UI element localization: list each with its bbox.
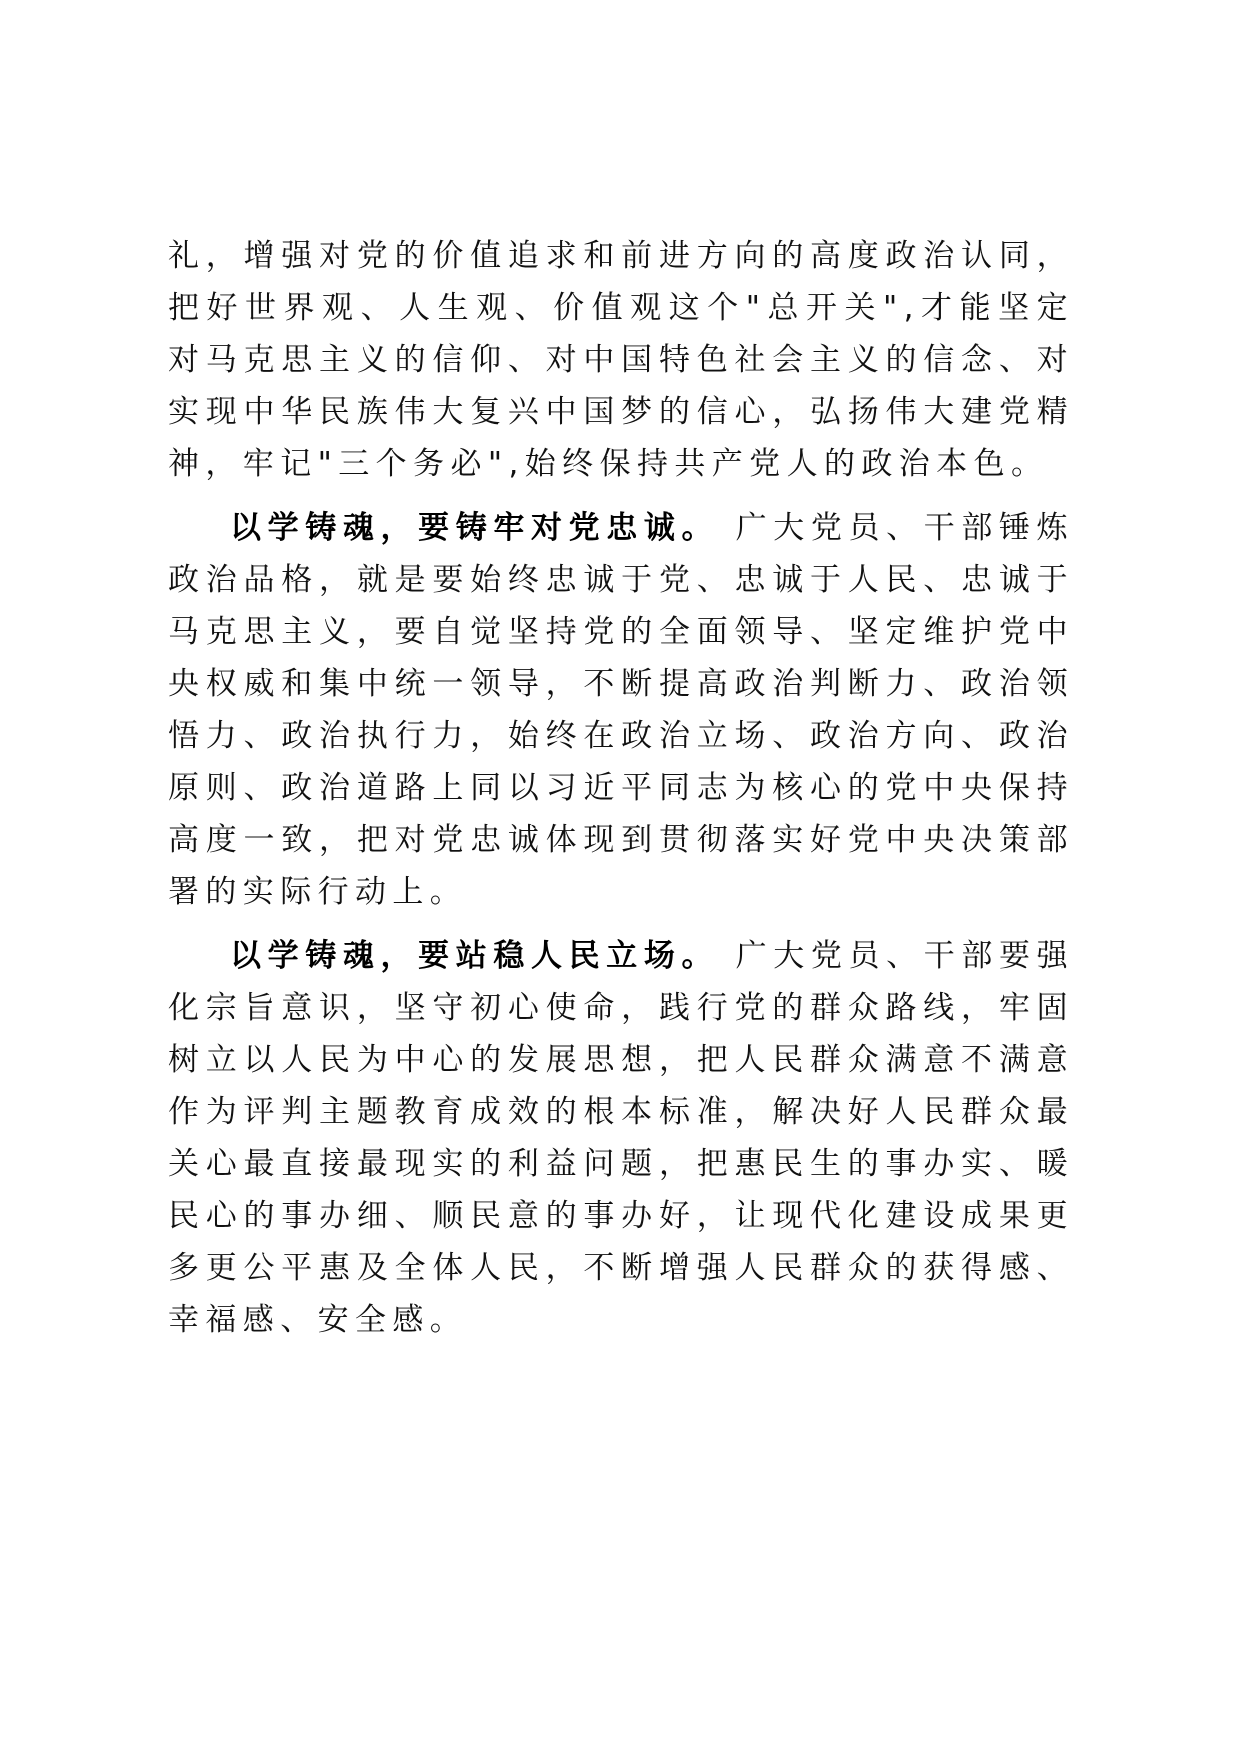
document-body xyxy=(168,230,1074,1358)
paragraph-heading: 以学铸魂，要铸牢对党忠诚。 xyxy=(230,510,720,546)
paragraph-loyalty xyxy=(168,502,1074,918)
paragraph-text: 礼，增强对党的价值追求和前进方向的高度政治认同，把好世界观、人生观、价值观这个"总开关",才能坚定对马克思主义的信仰、对中国特色社会主义的信念、对实现中华民族伟大复兴中国梦的信心，弘扬伟大建党精神，牢记"三个务必",始终保持共产党人的政治本色。 xyxy=(168,238,1074,482)
paragraph-continuation xyxy=(168,230,1074,490)
paragraph-text: 广大党员、干部锤炼政治品格，就是要始终忠诚于党、忠诚于人民、忠诚于马克思主义，要自觉坚持党的全面领导、坚定维护党中央权威和集中统一领导，不断提高政治判断力、政治领悟力、政治执行力，始终在政治立场、政治方向、政治原则、政治道路上同以习近平同志为核心的党中央保持高度一致，把对党忠诚体现到贯彻落实好党中央决策部署的实际行动上。 xyxy=(168,510,1074,910)
paragraph-text: 广大党员、干部要强化宗旨意识，坚守初心使命，践行党的群众路线，牢固树立以人民为中心的发展思想，把人民群众满意不满意作为评判主题教育成效的根本标准，解决好人民群众最关心最直接最现实的利益问题，把惠民生的事办实、暖民心的事办细、顺民意的事办好，让现代化建设成果更多更公平惠及全体人民，不断增强人民群众的获得感、幸福感、安全感。 xyxy=(168,938,1074,1338)
paragraph-people xyxy=(168,930,1074,1346)
paragraph-heading: 以学铸魂，要站稳人民立场。 xyxy=(230,938,720,974)
